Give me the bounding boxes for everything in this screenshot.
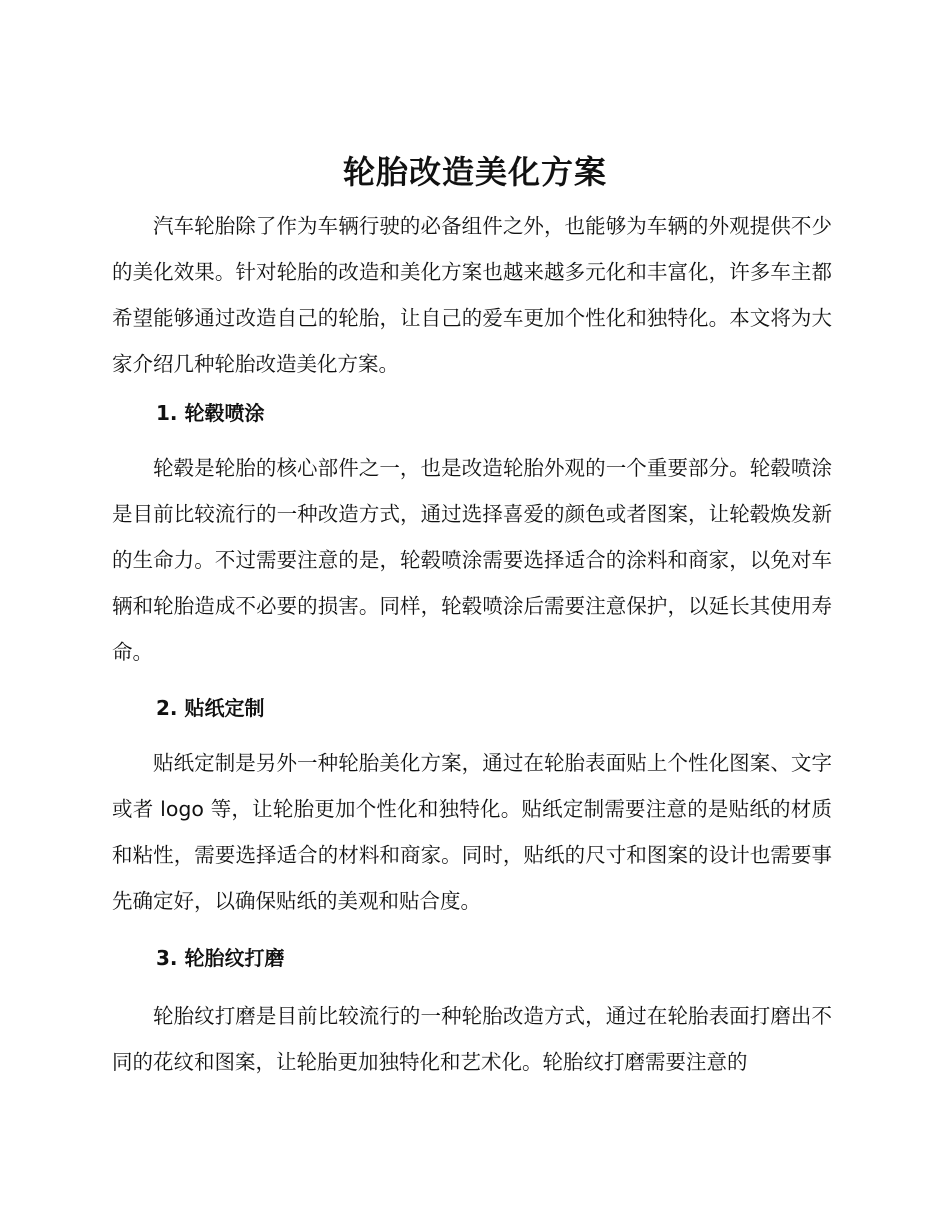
- document-title: 轮胎改造美化方案: [342, 153, 607, 191]
- section-body-wheel-painting: 轮毂是轮胎的核心部件之一，也是改造轮胎外观的一个重要部分。轮毂喷涂是目前比较流行的一种改造方式，通过选择喜爱的颜色或者图案，让轮毂焕发新的生命力。不过需要注意的是，轮毂喷涂需要选择适合的涂料和商家，以免对车辆和轮胎造成不必要的损害。同样，轮毂喷涂后需要注意保护，以延长其使用寿命。: [112, 456, 832, 664]
- section-body-tread-grinding: 轮胎纹打磨是目前比较流行的一种轮胎改造方式，通过在轮胎表面打磨出不同的花纹和图案，让轮胎更加独特化和艺术化。轮胎纹打磨需要注意的: [112, 1004, 832, 1074]
- section-heading-sticker-custom: 2. 贴纸定制: [156, 696, 265, 720]
- intro-paragraph: 汽车轮胎除了作为车辆行驶的必备组件之外，也能够为车辆的外观提供不少的美化效果。针对轮胎的改造和美化方案也越来越多元化和丰富化，许多车主都希望能够通过改造自己的轮胎，让自己的爱车更加个性化和独特化。本文将为大家介绍几种轮胎改造美化方案。: [112, 214, 832, 376]
- section-body-sticker-custom: 贴纸定制是另外一种轮胎美化方案，通过在轮胎表面贴上个性化图案、文字或者 logo 等，让轮胎更加个性化和独特化。贴纸定制需要注意的是贴纸的材质和粘性，需要选择适合的材料和商家。同时，贴纸的尺寸和图案的设计也需要事先确定好，以确保贴纸的美观和贴合度。: [112, 751, 832, 913]
- section-heading-tread-grinding: 3. 轮胎纹打磨: [156, 946, 285, 970]
- section-heading-wheel-painting: 1. 轮毂喷涂: [156, 401, 265, 425]
